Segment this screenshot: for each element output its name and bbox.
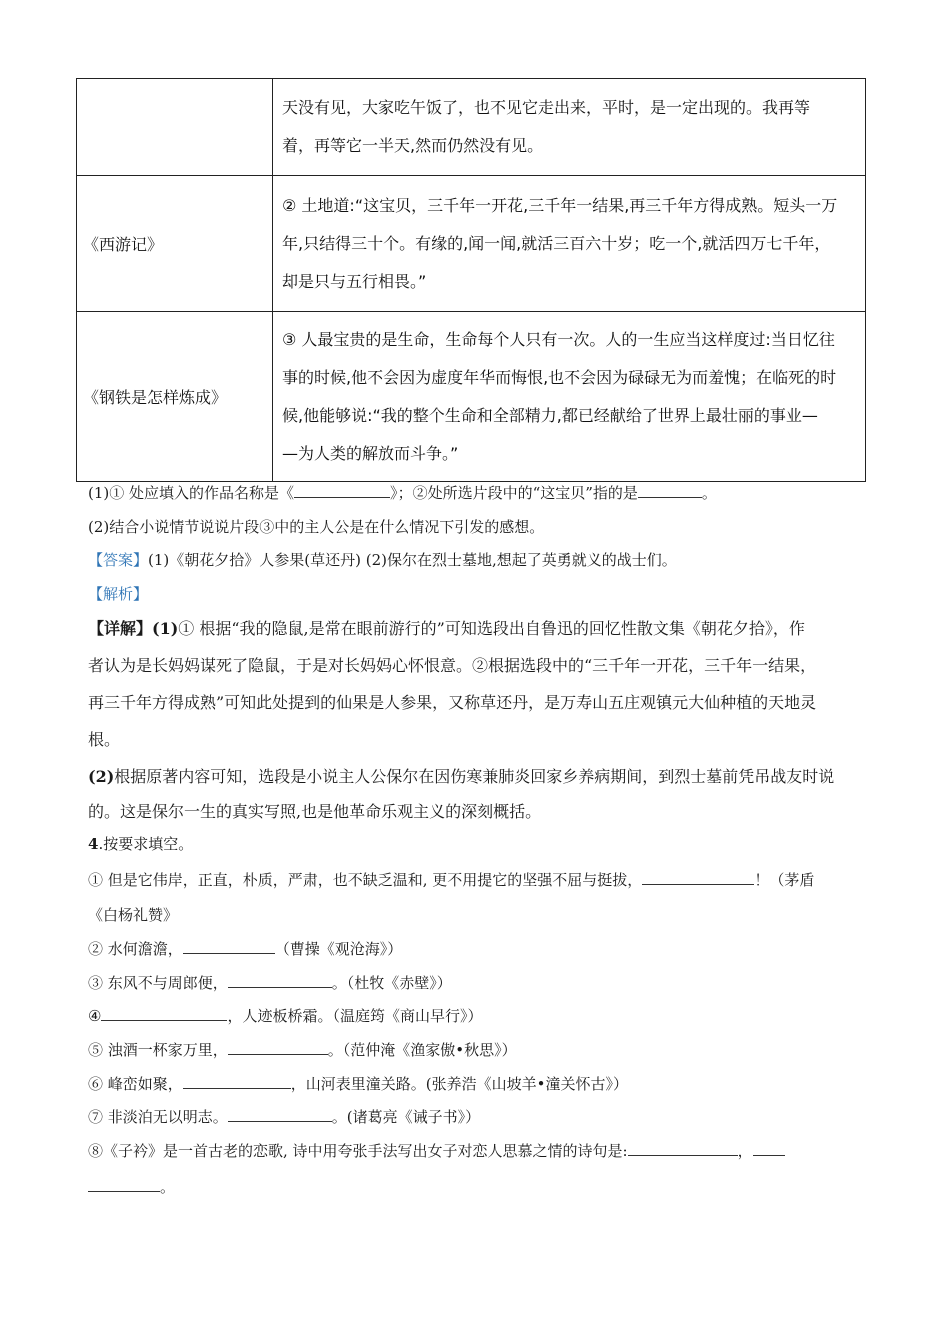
answer-blank[interactable] <box>638 483 702 498</box>
analysis-tag: 【解析】 <box>88 585 149 603</box>
answer-blank[interactable] <box>228 973 332 988</box>
excerpt-line: 天没有见，大家吃午饭了，也不见它走出来，平时，是一定出现的。我再等 <box>282 98 811 117</box>
answer-blank[interactable] <box>753 1141 785 1156</box>
table-row <box>77 176 866 312</box>
excerpt-line: 事的时候,他不会因为虚度年华而悔恨,也不会因为碌碌无为而羞愧；在临死的时 <box>282 367 837 387</box>
fill-item: 《白杨礼赞》 <box>88 906 179 924</box>
excerpt-line: ③ 人最宝贵的是生命，生命每个人只有一次。人的一生应当这样度过:当日忆往 <box>282 329 835 349</box>
answer-blank[interactable] <box>294 483 390 498</box>
excerpt-table <box>76 78 866 482</box>
question-2: (2)结合小说情节说说片段③中的主人公是在什么情况下引发的感想。 <box>88 518 545 536</box>
excerpt-cell <box>273 312 866 482</box>
detail-tag: 【详解】(1) <box>88 619 179 638</box>
fill-item: ① 但是它伟岸，正直，朴质，严肃，也不缺乏温和, 更不用提它的坚强不屈与挺拔， ！（茅盾 <box>88 871 815 889</box>
answer-blank[interactable] <box>228 1040 328 1055</box>
answer-blank[interactable] <box>642 870 754 885</box>
detail-line: 【详解】(1)① 根据“我的隐鼠,是常在眼前游行的”可知选段出自鲁迅的回忆性散文集《朝花夕拾》，作 <box>88 619 805 638</box>
answer-text: (1)《朝花夕拾》人参果(草还丹) (2)保尔在烈士墓地,想起了英勇就义的战士们。 <box>148 551 677 569</box>
fill-item: 。 <box>88 1176 175 1197</box>
work-title-cell: 《钢铁是怎样炼成》 <box>77 312 273 482</box>
excerpt-line: —为人类的解放而斗争。” <box>282 443 459 463</box>
work-title-cell <box>77 79 273 176</box>
question-4-title: 4.按要求填空。 <box>88 835 194 853</box>
excerpt-cell <box>273 176 866 312</box>
fill-item: ④ ，人迹板桥霜。（温庭筠《商山早行》） <box>88 1007 483 1025</box>
excerpt-cell <box>273 79 866 176</box>
table-row <box>77 79 866 176</box>
detail-line: (2)根据原著内容可知，选段是小说主人公保尔在因伤寒兼肺炎回家乡养病期间，到烈士墓前凭吊战友时说 <box>88 767 835 786</box>
fill-item: ③ 东风不与周郎便， 。（杜牧《赤壁》） <box>88 974 452 992</box>
excerpt-line: ② 土地道:“这宝贝，三千年一开花,三千年一结果,再三千年方得成熟。短头一万 <box>282 195 838 215</box>
work-title-cell: 《西游记》 <box>77 176 273 312</box>
excerpt-line: 年,只结得三十个。有缘的,闻一闻,就活三百六十岁；吃一个,就活四万七千年， <box>282 233 831 253</box>
answer-tag: 【答案】 <box>88 551 149 569</box>
answer-blank[interactable] <box>101 1006 227 1021</box>
answer-blank[interactable] <box>183 1074 291 1089</box>
detail-line: 根。 <box>88 730 121 749</box>
detail-line: 者认为是长妈妈谋死了隐鼠，于是对长妈妈心怀恨意。②根据选段中的“三千年一开花，三千年一结果， <box>88 656 817 675</box>
table-row <box>77 312 866 482</box>
fill-item: ② 水何澹澹， （曹操《观沧海》） <box>88 940 403 958</box>
detail-line: 再三千年方得成熟”可知此处提到的仙果是人参果，又称草还丹，是万寿山五庄观镇元大仙种植的天地灵 <box>88 693 817 712</box>
answer-blank[interactable] <box>88 1177 160 1192</box>
answer-blank[interactable] <box>183 939 275 954</box>
detail-line: 的。这是保尔一生的真实写照,也是他革命乐观主义的深刻概括。 <box>88 802 542 821</box>
answer-blank[interactable] <box>228 1107 332 1122</box>
fill-item: ⑤ 浊酒一杯家万里， 。（范仲淹《渔家傲•秋思》） <box>88 1041 517 1059</box>
question-1: (1)① 处应填入的作品名称是《 》；②处所选片段中的“这宝贝”指的是 。 <box>88 484 717 502</box>
answer-blank[interactable] <box>628 1141 738 1156</box>
fill-item: ⑥ 峰峦如聚， ，山河表里潼关路。(张养浩《山坡羊•潼关怀古》） <box>88 1075 628 1093</box>
excerpt-line: 却是只与五行相畏。” <box>282 271 427 291</box>
excerpt-line: 候,他能够说:“我的整个生命和全部精力,都已经献给了世界上最壮丽的事业— <box>282 405 818 425</box>
excerpt-line: 着，再等它一半天,然而仍然没有见。 <box>282 136 544 155</box>
fill-item: ⑧《子衿》是一首古老的恋歌, 诗中用夸张手法写出女子对恋人思慕之情的诗句是: ， <box>88 1140 785 1161</box>
fill-item: ⑦ 非淡泊无以明志。 。(诸葛亮《诫子书》） <box>88 1108 481 1126</box>
answer-line <box>88 549 677 570</box>
